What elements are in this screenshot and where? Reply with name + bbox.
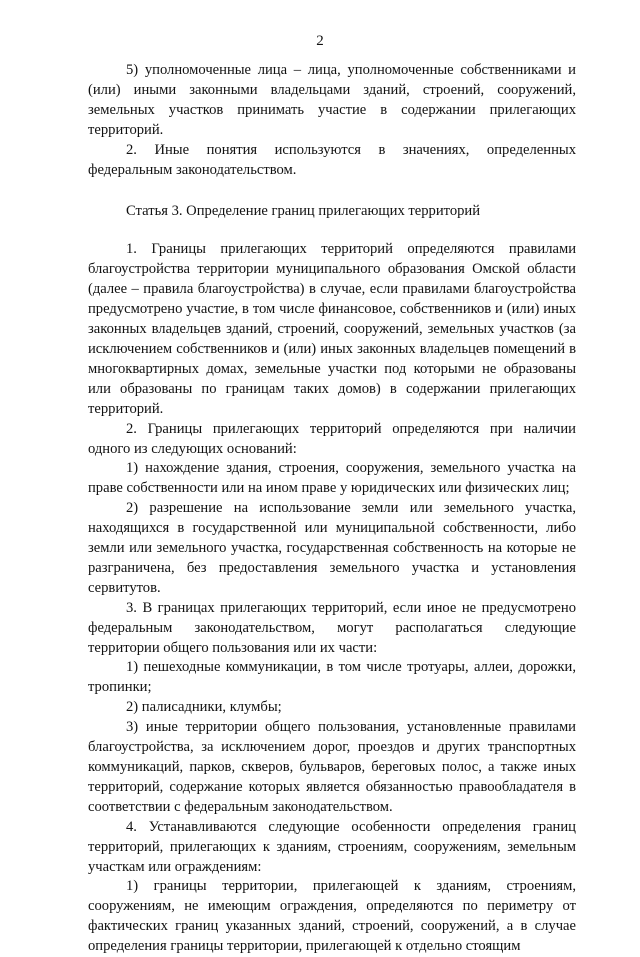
paragraph-article3-2: 2. Границы прилегающих территорий определяются при наличии одного из следующих оснований: (88, 420, 576, 457)
paragraph-definition-5: 5) уполномоченные лица – лица, уполномоченные собственниками и (или) иными законными владельцами зданий, строений, сооружений, земельных участков принимать участие в содержании прилегающих территорий. (88, 62, 576, 138)
paragraph-article3-3-2: 2) палисадники, клумбы; (126, 699, 282, 716)
paragraph-article3-4-1: 1) границы территории, прилегающей к зданиям, строениям, сооружениям, не имеющим ограждения, определяются по периметру от фактических границ указанных зданий, строений, сооружений, а в случае определения границы территории, прилегающей к отдельно стоящим (88, 878, 576, 955)
paragraph-other-concepts: 2. Иные понятия используются в значениях, определенных федеральным законодательством. (88, 141, 576, 178)
paragraph-article3-1: 1. Границы прилегающих территорий определяются правилами благоустройства территории муниципального образования Омской области (далее – правила благоустройства) в случае, если правилами благоустройства предусмотрено участие, в том числе финансовое, собственников и (или) иных законных владельцев зданий, строений, сооружений, земельных участков (за исключением собственников и (или) иных законных владельцев помещений в многоквартирных домах, земельные участки под которыми не образованы или образованы по границам таких домов) в содержании прилегающих территорий. (88, 241, 576, 417)
paragraph-article3-4: 4. Устанавливаются следующие особенности определения границ территорий, прилегающих к зданиям, строениям, сооружениям, земельным участкам или ограждениям: (88, 818, 576, 875)
paragraph-article3-3: 3. В границах прилегающих территорий, если иное не предусмотрено федеральным законодательством, могут располагаться следующие территории общего пользования или их части: (88, 599, 576, 656)
paragraph-article3-2-1: 1) нахождение здания, строения, сооружения, земельного участка на праве собственности или на ином праве у юридических или физических лиц; (88, 460, 576, 497)
page-number: 2 (316, 33, 324, 49)
paragraph-article3-3-3: 3) иные территории общего пользования, установленные правилами благоустройства, за исключением дорог, проездов и других транспортных коммуникаций, парков, скверов, бульваров, береговых полос, а также иных территорий, содержание которых является обязанностью правообладателя в соответствии с федеральным законодательством. (88, 719, 576, 815)
paragraph-article3-3-1: 1) пешеходные коммуникации, в том числе тротуары, аллеи, дорожки, тропинки; (88, 659, 576, 696)
paragraph-article3-2-2: 2) разрешение на использование земли или земельного участка, находящихся в государственной или муниципальной собственности, либо земли или земельного участка, государственная собственность на которые не разграничена, без предоставления земельного участка и установления сервитутов. (88, 500, 576, 596)
article-heading: Статья 3. Определение границ прилегающих территорий (126, 203, 481, 220)
document-body (88, 61, 576, 957)
